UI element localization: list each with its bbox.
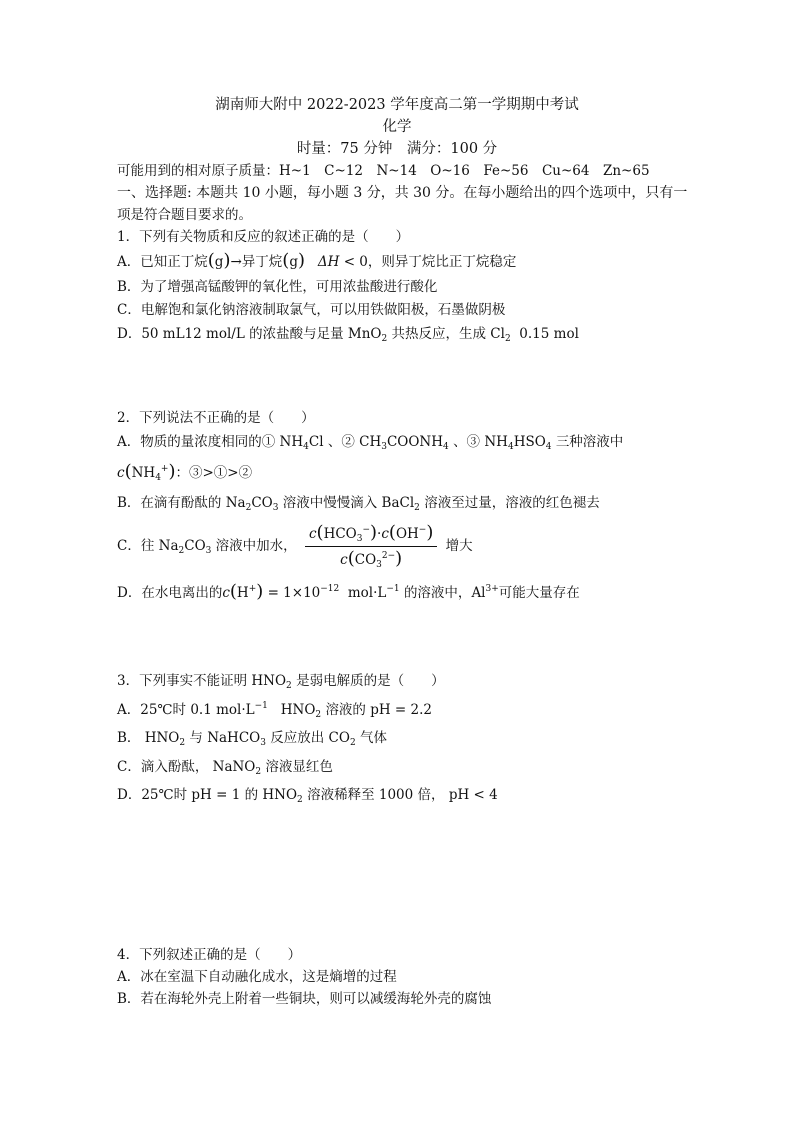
q2-stem: 2．下列说法不正确的是（ ） <box>117 410 315 426</box>
subject-title: 化学 <box>382 119 412 135</box>
q3-option-c: C．滴入酚酞， NaNO$_2$ 溶液显红色 <box>117 759 333 777</box>
q2-option-a: A．物质的量浓度相同的① $NH_4Cl$ 、② $CH_3COONH_4$ 、③ $NH_4HSO_4$ 三种溶液中 <box>117 434 624 452</box>
q4-stem: 4．下列叙述正确的是（ ） <box>117 947 302 963</box>
q4-option-b: B．若在海轮外壳上附着一些铜块，则可以减缓海轮外壳的腐蚀 <box>117 991 492 1007</box>
q3-option-b: B． $HNO_2$ 与 NaHCO$_3$ 反应放出 $CO_2$ 气体 <box>117 730 387 748</box>
section-instructions-1: 一、选择题: 本题共 10 小题，每小题 3 分，共 30 分。在每小题给出的四个选项中，只有一 <box>117 185 688 201</box>
atomic-masses: 可能用到的相对原子质量：H~1 C~12 N~14 O~16 Fe~56 Cu~64 Zn~65 <box>117 163 650 179</box>
q4-option-a: A．冰在室温下自动融化成水，这是熵增的过程 <box>117 969 397 985</box>
q1-option-c: C．电解饱和氯化钠溶液制取氯气，可以用铁做阳极，石墨做阴极 <box>117 302 506 318</box>
q3-stem: 3．下列事实不能证明 $HNO_2$ 是弱电解质的是（ ） <box>117 673 445 691</box>
q1-option-b: B．为了增强高锰酸钾的氧化性，可用浓盐酸进行酸化 <box>117 279 438 295</box>
exam-info: 时量：75 分钟 满分：100 分 <box>296 141 498 157</box>
q3-option-d: D．25℃时 pH = 1 的 $HNO_2$ 溶液稀释至 1000 倍， pH < 4 <box>117 787 498 805</box>
q1-option-d: D．50 mL12 mol/L 的浓盐酸与足量 MnO$_2$ 共热反应，生成 $Cl_2$ 0.15 mol <box>117 326 579 344</box>
section-instructions-2: 项是符合题目要求的。 <box>117 207 252 223</box>
q1-option-a: A．已知正丁烷(g)→异丁烷(g) ΔH < 0，则异丁烷比正丁烷稳定 <box>117 250 517 271</box>
q1-stem: 1．下列有关物质和反应的叙述正确的是（ ） <box>117 229 410 245</box>
q3-option-a: A．25℃时 0.1 $mol\cdot L^{-1}$ $HNO_2$ 溶液的 pH = 2.2 <box>117 701 433 720</box>
q2-option-c: C．往 $Na_2CO_3$ 溶液中加水， $\frac{c(HCO_3^-)\cdot c(OH^-)}{c(CO_3^{2-})}$ 增大 <box>117 522 473 570</box>
q2-c-fraction: $\frac{c(HCO_3^-)\cdot c(OH^-)}{c(CO_3^{2-})}$ <box>305 523 437 570</box>
exam-title: 湖南师大附中 2022-2023 学年度高二第一学期期中考试 <box>215 97 579 113</box>
q2-option-b: B．在滴有酚酞的 $Na_2CO_3$ 溶液中慢慢滴入 BaCl$_2$ 溶液至过量，溶液的红色褪去 <box>117 495 600 513</box>
q2-option-a-cont: $c(NH_4^+)$：③>①>② <box>117 461 253 483</box>
q2-option-d: D．在水电离出的$c(H^+) = 1\times 10^{-12}$ $mol\cdot L^{-1}$ 的溶液中，$Al^{3+}$可能大量存在 <box>117 581 580 602</box>
